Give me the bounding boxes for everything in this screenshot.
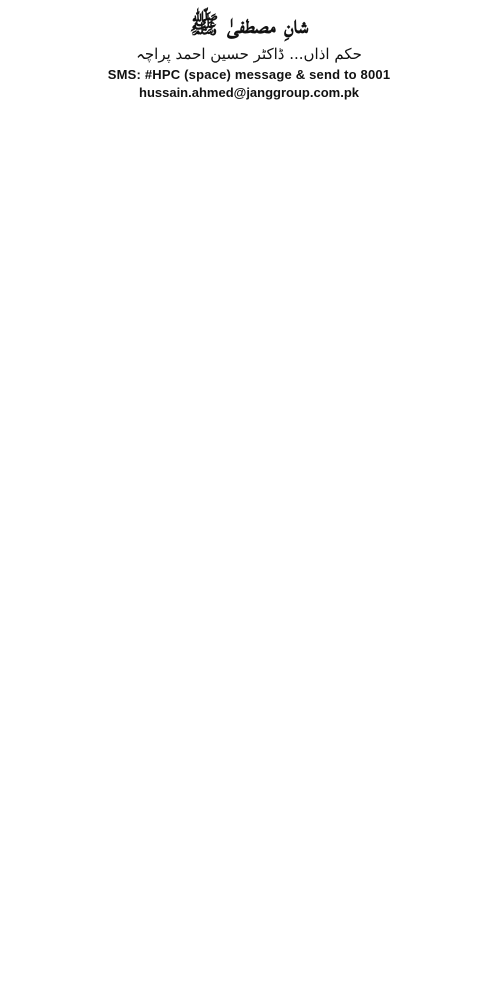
article-header [8,10,490,101]
author-byline: حکم اذاں... ڈاکٹر حسین احمد پراچہ [136,45,362,63]
sms-line: SMS: #HPC (space) message & send to 8001 [107,67,391,82]
author-email: hussain.ahmed@janggroup.com.pk [139,85,359,100]
article-title: شانِ مصطفیٰ ﷺ [189,10,309,39]
